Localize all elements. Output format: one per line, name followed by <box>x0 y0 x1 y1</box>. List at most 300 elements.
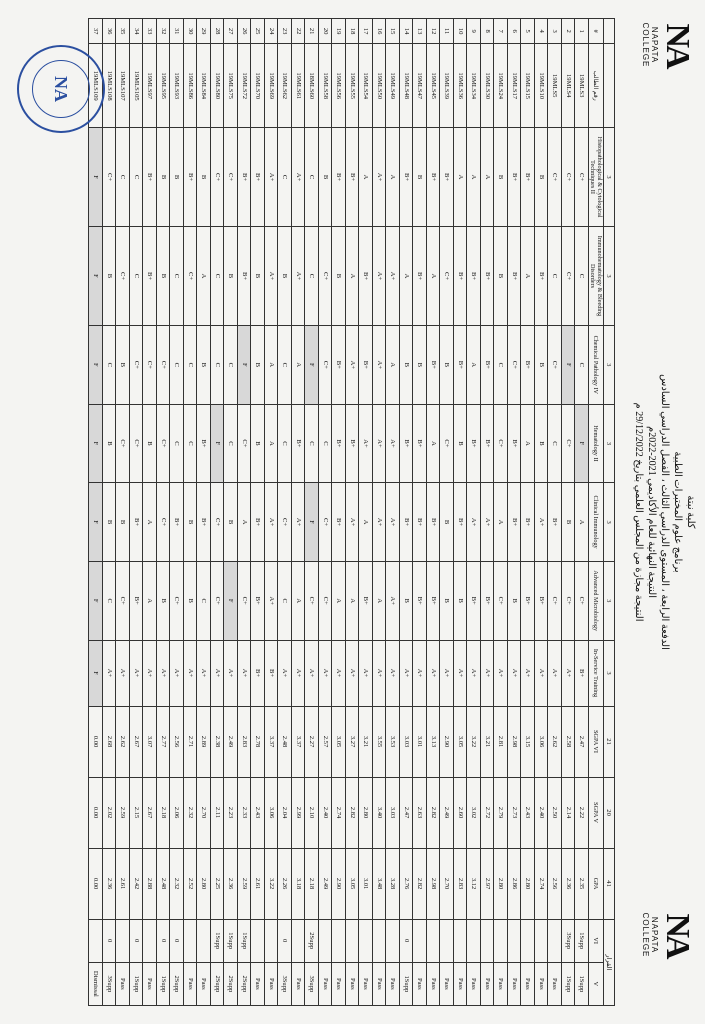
table-cell: 19MLS93 <box>170 44 184 128</box>
table-cell: 3.22 <box>467 706 481 777</box>
table-cell: F <box>89 640 103 706</box>
table-cell: A+ <box>562 640 576 706</box>
table-cell: A <box>575 483 589 562</box>
table-cell: Pass <box>494 962 508 1005</box>
table-cell: 19MLS72 <box>238 44 252 128</box>
document-header <box>632 0 697 1024</box>
table-cell: 0 <box>170 919 184 962</box>
table-cell: 0.00 <box>89 777 103 848</box>
table-cell: 3.06 <box>535 706 549 777</box>
table-cell: B+ <box>440 128 454 227</box>
table-cell: 3Supp <box>103 962 117 1005</box>
table-cell: 2.74 <box>535 848 549 919</box>
table-cell: 12 <box>427 19 441 44</box>
table-cell: B+ <box>251 640 265 706</box>
table-cell: B+ <box>413 227 427 326</box>
table-cell: C <box>170 227 184 326</box>
table-cell: C+ <box>116 404 130 483</box>
table-cell: 2.56 <box>548 848 562 919</box>
table-cell: B+ <box>413 404 427 483</box>
table-cell: B+ <box>332 404 346 483</box>
table-cell: F <box>89 325 103 404</box>
table-row <box>157 19 171 1006</box>
table-cell: 5 <box>521 19 535 44</box>
table-cell: 19MLS56 <box>332 44 346 128</box>
table-cell: 2.70 <box>197 777 211 848</box>
table-cell: 19MLS61 <box>292 44 306 128</box>
table-row <box>89 19 103 1006</box>
table-cell <box>319 919 333 962</box>
table-cell: 28 <box>211 19 225 44</box>
table-cell: A+ <box>386 561 400 640</box>
table-cell <box>386 919 400 962</box>
table-cell: B <box>535 404 549 483</box>
table-cell: 2.86 <box>508 848 522 919</box>
table-cell: 24 <box>265 19 279 44</box>
table-row <box>116 19 130 1006</box>
table-cell: B+ <box>481 561 495 640</box>
table-cell: A+ <box>265 483 279 562</box>
table-cell: 2.68 <box>103 706 117 777</box>
table-cell <box>467 919 481 962</box>
table-cell: 2Supp <box>211 962 225 1005</box>
table-cell: F <box>305 483 319 562</box>
table-cell: B+ <box>535 227 549 326</box>
table-cell: 3.01 <box>413 706 427 777</box>
table-cell: 3.05 <box>454 706 468 777</box>
table-cell: 0 <box>278 919 292 962</box>
table-cell: A+ <box>427 640 441 706</box>
table-cell: C+ <box>103 128 117 227</box>
table-cell: C+ <box>319 325 333 404</box>
table-cell: 0 <box>400 919 414 962</box>
table-cell: B+ <box>427 128 441 227</box>
table-cell: 2.33 <box>238 777 252 848</box>
table-cell: B+ <box>359 227 373 326</box>
table-cell: A <box>346 561 360 640</box>
table-cell: A+ <box>373 128 387 227</box>
table-cell: 2.18 <box>157 777 171 848</box>
table-cell: 2.98 <box>508 706 522 777</box>
table-cell: B+ <box>521 561 535 640</box>
table-cell: 26 <box>238 19 252 44</box>
table-cell: 19MLS24 <box>494 44 508 128</box>
table-cell: C+ <box>238 561 252 640</box>
table-cell: 6 <box>508 19 522 44</box>
table-cell: 19MLS86 <box>184 44 198 128</box>
table-cell: B+ <box>251 128 265 227</box>
table-cell: 3.01 <box>359 848 373 919</box>
table-cell: 3.15 <box>521 706 535 777</box>
table-cell: A+ <box>386 227 400 326</box>
college-name: كلية نبتة <box>685 495 696 529</box>
table-row <box>103 19 117 1006</box>
table-cell: 19MLS84 <box>197 44 211 128</box>
table-cell: B+ <box>184 128 198 227</box>
table-cell: B+ <box>454 227 468 326</box>
table-cell <box>332 919 346 962</box>
table-cell: 2.42 <box>130 848 144 919</box>
program-name: برنامج علوم المختبرات الطبية <box>672 451 683 573</box>
table-cell: 19MLS10 <box>535 44 549 128</box>
table-cell: 3.12 <box>467 848 481 919</box>
table-cell <box>373 919 387 962</box>
table-cell: 2.32 <box>170 848 184 919</box>
col-vi: VI <box>589 919 604 962</box>
table-cell: 2.82 <box>346 777 360 848</box>
table-cell <box>548 919 562 962</box>
table-cell: 19MLS108 <box>103 44 117 128</box>
table-cell: C <box>224 404 238 483</box>
table-cell: B <box>508 561 522 640</box>
table-row <box>373 19 387 1006</box>
table-cell: A <box>467 128 481 227</box>
table-cell: F <box>575 404 589 483</box>
table-cell: C+ <box>508 325 522 404</box>
table-cell: Pass <box>535 962 549 1005</box>
table-cell: 19MLS97 <box>143 44 157 128</box>
table-cell: B <box>494 128 508 227</box>
table-cell: B+ <box>359 325 373 404</box>
table-cell: 1Supp <box>130 962 144 1005</box>
table-cell: 19MLS62 <box>278 44 292 128</box>
table-cell: 2.59 <box>238 848 252 919</box>
table-cell: 2Supp <box>305 919 319 962</box>
logo-mark: NA <box>659 23 696 67</box>
table-cell <box>184 919 198 962</box>
table-row <box>481 19 495 1006</box>
table-cell: C+ <box>319 561 333 640</box>
table-cell: Pass <box>332 962 346 1005</box>
table-cell: Pass <box>386 962 400 1005</box>
col-c1: Histopathological & Cytological Techniques II <box>589 128 604 227</box>
table-cell: 2.67 <box>130 706 144 777</box>
table-cell: 2.61 <box>116 848 130 919</box>
table-cell: 2 <box>562 19 576 44</box>
table-cell: B <box>494 227 508 326</box>
credit-c2: 3 <box>604 227 615 326</box>
table-cell: 2.97 <box>481 848 495 919</box>
table-cell: C <box>224 325 238 404</box>
table-cell: 2.56 <box>170 706 184 777</box>
table-cell: A+ <box>467 483 481 562</box>
logo-name: NAPATA <box>650 26 659 64</box>
table-cell: A+ <box>292 227 306 326</box>
table-cell: 3.27 <box>346 706 360 777</box>
table-cell <box>454 919 468 962</box>
table-cell: 2.36 <box>224 848 238 919</box>
table-cell: B <box>454 404 468 483</box>
table-cell: B+ <box>238 128 252 227</box>
table-cell: 19MLS109 <box>89 44 103 128</box>
table-cell <box>359 919 373 962</box>
table-cell: 3.02 <box>467 777 481 848</box>
table-cell: 3.05 <box>332 706 346 777</box>
table-cell: 2.43 <box>521 777 535 848</box>
table-cell: A+ <box>413 640 427 706</box>
table-cell: F <box>89 404 103 483</box>
logo-mark: NA <box>659 913 696 957</box>
table-cell: C+ <box>130 325 144 404</box>
table-cell: B+ <box>359 561 373 640</box>
table-cell: B+ <box>346 128 360 227</box>
table-cell: 19MLS80 <box>211 44 225 128</box>
table-cell: B+ <box>238 227 252 326</box>
table-cell: 19MLS34 <box>467 44 481 128</box>
table-cell: 1Supp <box>562 962 576 1005</box>
table-cell: 2.48 <box>157 848 171 919</box>
table-cell: 1Supp <box>575 962 589 1005</box>
table-cell: B <box>413 128 427 227</box>
table-cell <box>494 919 508 962</box>
table-cell: B+ <box>521 325 535 404</box>
table-row <box>413 19 427 1006</box>
table-cell: B+ <box>427 483 441 562</box>
table-cell: C <box>575 227 589 326</box>
table-cell: 22 <box>292 19 306 44</box>
batch-line: الدفعة الرابعة ، المستوى الدراسي الثالث ، الفصل الدراسي السادس <box>659 374 670 650</box>
table-cell: 2.62 <box>548 706 562 777</box>
table-cell: 0 <box>130 919 144 962</box>
table-cell: F <box>89 227 103 326</box>
table-cell: C <box>130 227 144 326</box>
table-cell: A <box>292 561 306 640</box>
table-cell: Pass <box>413 962 427 1005</box>
table-row <box>238 19 252 1006</box>
table-cell: B <box>535 128 549 227</box>
table-cell: C <box>211 227 225 326</box>
table-row <box>224 19 238 1006</box>
table-row <box>454 19 468 1006</box>
table-cell <box>535 919 549 962</box>
credit-sgpa5: 20 <box>604 777 615 848</box>
table-row <box>386 19 400 1006</box>
table-cell: 19MLS36 <box>454 44 468 128</box>
table-cell: 2.15 <box>130 777 144 848</box>
table-cell: C <box>278 404 292 483</box>
table-cell: 0.00 <box>89 706 103 777</box>
table-cell: B+ <box>427 325 441 404</box>
table-cell: A <box>481 128 495 227</box>
credit-c4: 3 <box>604 404 615 483</box>
table-cell: 13 <box>413 19 427 44</box>
table-cell: C <box>305 404 319 483</box>
table-cell: 2.72 <box>481 777 495 848</box>
table-cell: 3Supp <box>305 962 319 1005</box>
table-cell: 19MLS70 <box>251 44 265 128</box>
table-cell: C+ <box>562 128 576 227</box>
table-cell: A+ <box>481 483 495 562</box>
table-cell: A+ <box>386 404 400 483</box>
table-cell: B <box>157 561 171 640</box>
table-cell: 19MLS3 <box>575 44 589 128</box>
table-cell: 19MLS75 <box>224 44 238 128</box>
table-cell: A+ <box>130 640 144 706</box>
table-cell: 19MLS30 <box>481 44 495 128</box>
table-cell: 27 <box>224 19 238 44</box>
table-cell: 2.83 <box>454 848 468 919</box>
table-cell: B <box>197 128 211 227</box>
table-cell: 25 <box>251 19 265 44</box>
table-cell: 18 <box>346 19 360 44</box>
table-cell: 3Supp <box>562 919 576 962</box>
table-cell: B+ <box>143 227 157 326</box>
table-cell: Pass <box>481 962 495 1005</box>
table-cell: 2.36 <box>562 848 576 919</box>
table-cell: C+ <box>548 325 562 404</box>
table-cell: 2Supp <box>224 962 238 1005</box>
table-cell: 2.61 <box>251 848 265 919</box>
table-row <box>211 19 225 1006</box>
table-cell: A <box>292 325 306 404</box>
results-body <box>89 19 589 1006</box>
table-cell: 2.80 <box>197 848 211 919</box>
table-cell: B+ <box>575 640 589 706</box>
credit-c1: 3 <box>604 128 615 227</box>
table-cell: B+ <box>400 404 414 483</box>
table-row <box>292 19 306 1006</box>
table-cell: Pass <box>116 962 130 1005</box>
table-cell: F <box>305 325 319 404</box>
table-cell: A <box>359 128 373 227</box>
table-cell: B+ <box>413 561 427 640</box>
table-cell: 2.89 <box>197 706 211 777</box>
table-cell: B+ <box>197 404 211 483</box>
table-cell: Pass <box>265 962 279 1005</box>
table-cell: B <box>251 227 265 326</box>
table-cell: Pass <box>292 962 306 1005</box>
table-cell: F <box>562 325 576 404</box>
col-c3: Chemical Pathology IV <box>589 325 604 404</box>
table-row <box>197 19 211 1006</box>
table-cell: 17 <box>359 19 373 44</box>
table-cell: 19MLS58 <box>319 44 333 128</box>
table-row <box>400 19 414 1006</box>
table-cell: 2.83 <box>238 706 252 777</box>
table-cell: Pass <box>467 962 481 1005</box>
table-cell: 19MLS15 <box>521 44 535 128</box>
table-cell: B <box>184 561 198 640</box>
table-cell: A+ <box>157 640 171 706</box>
table-cell: B <box>440 483 454 562</box>
table-cell: C <box>170 404 184 483</box>
table-cell: 3.55 <box>373 706 387 777</box>
table-cell <box>197 919 211 962</box>
table-row <box>427 19 441 1006</box>
approval-line: النتيجة مجازة من المجلس العلمي بتاريخ 29/12/2022 م <box>633 402 644 622</box>
table-cell: 2.25 <box>211 848 225 919</box>
table-cell: C+ <box>575 128 589 227</box>
table-row <box>359 19 373 1006</box>
table-cell: C+ <box>494 561 508 640</box>
logo-sub: COLLEGE <box>641 22 650 68</box>
table-cell: C <box>170 325 184 404</box>
table-cell: B <box>535 325 549 404</box>
table-cell: C+ <box>211 128 225 227</box>
table-cell: F <box>224 561 238 640</box>
table-row <box>467 19 481 1006</box>
table-cell: 2.50 <box>548 777 562 848</box>
table-cell: C+ <box>224 128 238 227</box>
table-cell: 2.43 <box>251 777 265 848</box>
table-cell: A <box>359 483 373 562</box>
table-row <box>184 19 198 1006</box>
table-cell: B <box>224 483 238 562</box>
table-cell: 2.22 <box>575 777 589 848</box>
table-cell: C <box>184 325 198 404</box>
table-cell: Pass <box>373 962 387 1005</box>
table-cell: 1Supp <box>211 919 225 962</box>
table-row <box>562 19 576 1006</box>
table-cell: B+ <box>130 483 144 562</box>
table-cell: 1 <box>575 19 589 44</box>
table-cell: 0.00 <box>89 848 103 919</box>
table-row <box>440 19 454 1006</box>
table-cell: A+ <box>508 640 522 706</box>
table-cell: A <box>427 227 441 326</box>
table-cell: B+ <box>454 325 468 404</box>
table-cell: A+ <box>494 640 508 706</box>
table-cell: A+ <box>319 640 333 706</box>
table-cell: C+ <box>130 404 144 483</box>
table-cell: C+ <box>116 561 130 640</box>
table-cell: A <box>521 227 535 326</box>
table-cell <box>481 919 495 962</box>
table-cell: 2.48 <box>278 706 292 777</box>
table-cell: 2.73 <box>508 777 522 848</box>
table-cell: A+ <box>346 640 360 706</box>
table-cell: 3.48 <box>373 848 387 919</box>
table-cell: 3.21 <box>359 706 373 777</box>
table-cell <box>508 919 522 962</box>
table-row <box>265 19 279 1006</box>
table-cell: B+ <box>170 483 184 562</box>
table-cell: 2.49 <box>440 777 454 848</box>
table-cell: B+ <box>292 404 306 483</box>
table-cell: A+ <box>265 227 279 326</box>
table-cell: 19MLS17 <box>508 44 522 128</box>
table-cell: B+ <box>251 483 265 562</box>
table-cell: 3.22 <box>265 848 279 919</box>
results-table <box>89 18 616 1006</box>
table-cell: C+ <box>143 325 157 404</box>
table-cell: A+ <box>265 128 279 227</box>
table-cell: B+ <box>535 561 549 640</box>
table-cell: 2.32 <box>184 777 198 848</box>
table-cell: B+ <box>521 483 535 562</box>
table-cell: F <box>211 404 225 483</box>
table-cell: A+ <box>373 227 387 326</box>
table-cell: 2.49 <box>224 706 238 777</box>
col-c2: Immunohematology & Bleeding Disorders <box>589 227 604 326</box>
table-cell: C+ <box>319 483 333 562</box>
table-cell: C <box>305 128 319 227</box>
table-cell: F <box>89 128 103 227</box>
table-cell: C+ <box>211 483 225 562</box>
table-row <box>521 19 535 1006</box>
col-c6: Advanced Microbiology <box>589 561 604 640</box>
table-cell: A+ <box>197 640 211 706</box>
table-cell: A+ <box>548 640 562 706</box>
table-cell: 2.80 <box>359 777 373 848</box>
table-cell: 3 <box>548 19 562 44</box>
stamp-mark: NA <box>32 60 90 118</box>
table-cell: 3.13 <box>427 706 441 777</box>
table-cell: 2.47 <box>400 777 414 848</box>
table-cell: 3.53 <box>386 706 400 777</box>
table-cell: 2.88 <box>143 848 157 919</box>
table-cell: B+ <box>130 561 144 640</box>
